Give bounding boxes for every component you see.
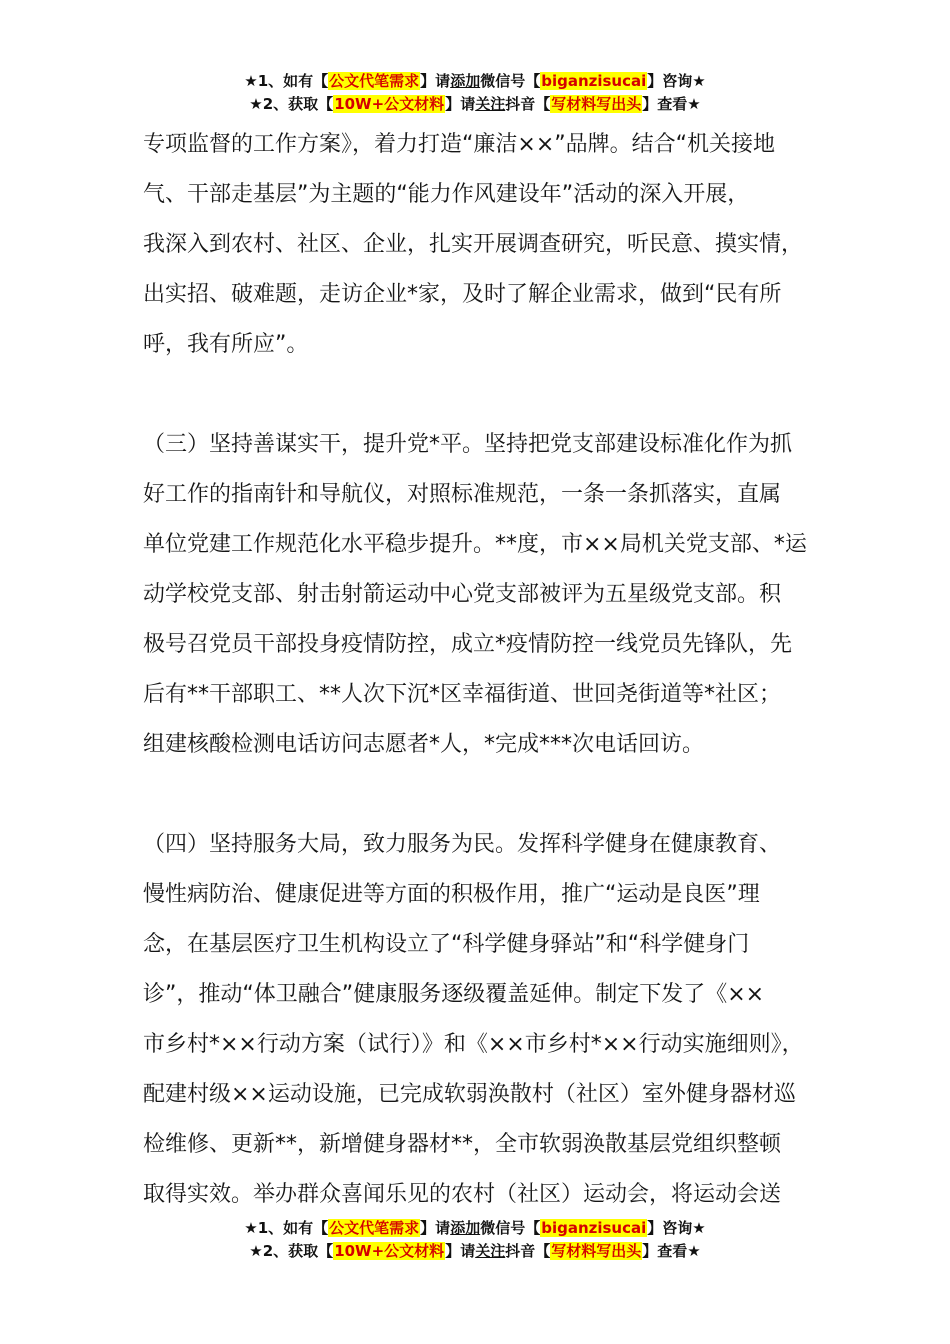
- paragraph-line: 单位党建工作规范化水平稳步提升。**度，市××局机关党支部、*运: [143, 532, 807, 557]
- banner-highlight: 写材料写出头: [551, 1242, 642, 1260]
- banner-underline-text: 添加: [450, 72, 481, 90]
- banner-text: 抖音【: [505, 1242, 551, 1260]
- banner-text: ★1、如有【: [244, 72, 329, 90]
- paragraph-line: 极号召党员干部投身疫情防控，成立*疫情防控一线党员先锋队，先: [143, 632, 793, 657]
- paragraph-line: 市乡村*××行动方案（试行）》和《××市乡村*××行动实施细则》，: [143, 1032, 804, 1057]
- banner-text: 】查看★: [642, 95, 701, 113]
- paragraph-line: 动学校党支部、射击射箭运动中心党支部被评为五星级党支部。积: [143, 582, 782, 607]
- paragraph-line: （四）坚持服务大局，致力服务为民。发挥科学健身在健康教育、: [143, 832, 782, 857]
- paragraph-line: 诊”，推动“体卫融合”健康服务逐级覆盖延伸。制定下发了《××: [143, 982, 765, 1007]
- banner-text: ★2、获取【: [249, 1242, 334, 1260]
- paragraph-line: 后有**干部职工、**人次下沉*区幸福街道、世回尧街道等*社区；: [143, 682, 782, 707]
- banner-text: ★1、如有【: [244, 1219, 329, 1237]
- banner-highlight: 10W+公文材料: [334, 1242, 445, 1260]
- paragraph-line: 念，在基层医疗卫生机构设立了“科学健身驿站”和“科学健身门: [143, 932, 750, 957]
- banner-text: 微信号【: [480, 72, 541, 90]
- banner-highlight: 10W+公文材料: [334, 95, 445, 113]
- paragraph-line: 组建核酸检测电话访问志愿者*人，*完成***次电话回访。: [143, 732, 705, 757]
- banner-text: 】咨询★: [647, 1219, 706, 1237]
- banner-underline-text: 添加: [450, 1219, 481, 1237]
- banner-text: 】请: [445, 95, 476, 113]
- footer-banner: [0, 1217, 950, 1263]
- paragraph-line: 慢性病防治、健康促进等方面的积极作用，推广“运动是良医”理: [143, 882, 760, 907]
- banner-line-2: [0, 1240, 950, 1263]
- banner-line-1: [0, 1217, 950, 1240]
- paragraph-line: （三）坚持善谋实干，提升党*平。坚持把党支部建设标准化作为抓: [143, 432, 793, 457]
- banner-text: 】查看★: [642, 1242, 701, 1260]
- paragraph-gap: [143, 370, 843, 420]
- banner-text: 抖音【: [505, 95, 551, 113]
- banner-text: 】咨询★: [647, 72, 706, 90]
- paragraph-line: 检维修、更新**，新增健身器材**，全市软弱涣散基层党组织整顿: [143, 1132, 782, 1157]
- paragraph-line: 出实招、破难题，走访企业*家，及时了解企业需求，做到“民有所: [143, 282, 782, 307]
- banner-text: 】请: [445, 1242, 476, 1260]
- banner-line-1: [0, 70, 950, 93]
- paragraph-line: 专项监督的工作方案》，着力打造“廉洁××”品牌。结合“机关接地: [143, 132, 776, 157]
- paragraph-line: 呼，我有所应”。: [143, 332, 309, 357]
- banner-text: 】请: [420, 72, 451, 90]
- paragraph-line: 好工作的指南针和导航仪，对照标准规范，一条一条抓落实，直属: [143, 482, 782, 507]
- paragraph-line: 取得实效。举办群众喜闻乐见的农村（社区）运动会，将运动会送: [143, 1182, 782, 1207]
- paragraph-line: 气、干部走基层”为主题的“能力作风建设年”活动的深入开展，: [143, 182, 750, 207]
- banner-highlight: 公文代笔需求: [329, 72, 420, 90]
- paragraph-gap: [143, 770, 843, 820]
- paragraph-line: 配建村级××运动设施，已完成软弱涣散村（社区）室外健身器材巡: [143, 1082, 796, 1107]
- banner-highlight: biganzisucai: [541, 72, 647, 90]
- banner-line-2: [0, 93, 950, 116]
- banner-text: 】请: [420, 1219, 451, 1237]
- paragraph-line: 我深入到农村、社区、企业，扎实开展调查研究，听民意、摸实情，: [143, 232, 804, 257]
- banner-highlight: biganzisucai: [541, 1219, 647, 1237]
- banner-text: ★2、获取【: [249, 95, 334, 113]
- banner-underline-text: 关注: [475, 95, 506, 113]
- document-body: [143, 120, 843, 1220]
- banner-underline-text: 关注: [475, 1242, 506, 1260]
- header-banner: [0, 70, 950, 116]
- banner-highlight: 公文代笔需求: [329, 1219, 420, 1237]
- banner-text: 微信号【: [480, 1219, 541, 1237]
- banner-highlight: 写材料写出头: [551, 95, 642, 113]
